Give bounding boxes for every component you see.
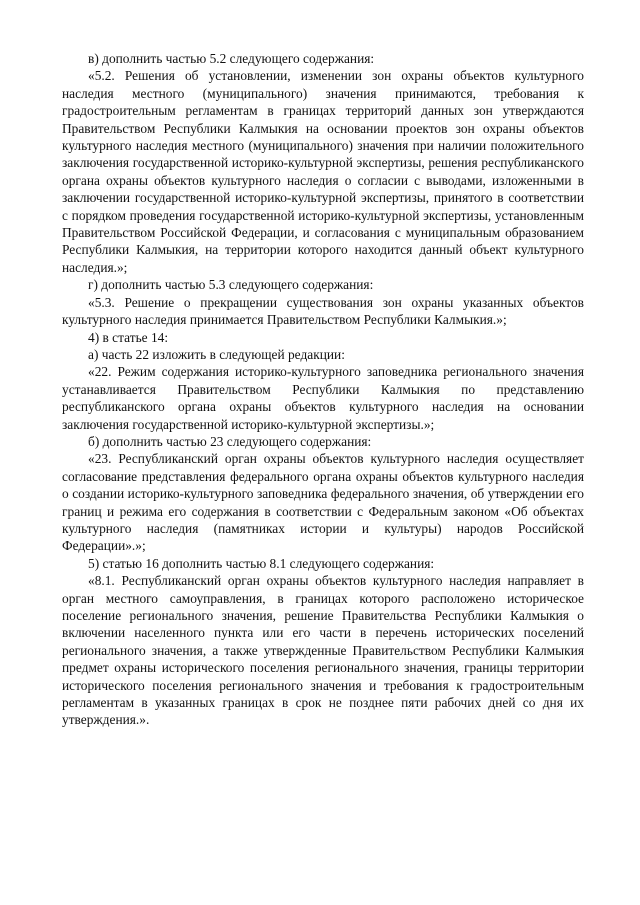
paragraph-amend-a: а) часть 22 изложить в следующей редакции: [88,346,345,362]
paragraph-amend-g: г) дополнить частью 5.3 следующего содержания: [88,277,374,293]
paragraph-part-23: «23. Республиканский орган охраны объектов культурного наследия осуществляет согласование представления федерального органа охраны объектов культурного наследия о создании историко-культурного заповедника федерального значения, об утверждении его границ и режима его содержания в соответствии с Федеральным законом «Об объектах культурного наследия (памятниках истории и культуры) народов Российской Федерации».»; [62,451,584,554]
paragraph-part-5-3: «5.3. Решение о прекращении существования зон охраны указанных объектов культурного наследия принимается Правительством Республики Калмыкия.»; [62,294,584,328]
paragraph-article-14: 4) в статье 14: [88,329,169,345]
paragraph-article-16: 5) статью 16 дополнить частью 8.1 следующего содержания: [88,555,435,571]
paragraph-amend-b: б) дополнить частью 23 следующего содержания: [88,433,372,449]
document-body [62,50,584,729]
paragraph-part-5-2: «5.2. Решения об установлении, изменении зон охраны объектов культурного наследия местного (муниципального) значения принимаются, требования к градостроительным регламентам в границах территорий данных зон утверждаются Правительством Республики Калмыкия на основании проектов зон охраны объектов культурного наследия местного (муниципального) значения при наличии положительного заключения государственной историко-культурной экспертизы, решения республиканского органа охраны объектов культурного наследия о согласии с выводами, изложенными в заключении государственной историко-культурной экспертизы, принятого в соответствии с порядком проведения государственной историко-культурной экспертизы, установленным Правительством Российской Федерации, и согласования с муниципальным образованием Республики Калмыкия, на территории которого находится данный объект культурного наследия.»; [62,68,584,275]
paragraph-amend-v: в) дополнить частью 5.2 следующего содержания: [88,51,375,66]
paragraph-part-22: «22. Режим содержания историко-культурного заповедника регионального значения устанавливается Правительством Республики Калмыкия по представлению республиканского органа охраны объектов культурного наследия на основании заключения государственной историко-культурной экспертизы.»; [62,364,584,432]
paragraph-part-8-1: «8.1. Республиканский орган охраны объектов культурного наследия направляет в орган местного самоуправления, в границах которого расположено историческое поселение регионального значения, решение Правительства Республики Калмыкия о включении населенного пункта или его части в перечень исторических поселений регионального значения, а также утвержденные Правительством Республики Калмыкия предмет охраны исторического поселения регионального значения, границы территории исторического поселения регионального значения и требования к градостроительным регламентам в указанных границах в срок не позднее пяти рабочих дней со дня их утверждения.». [62,573,584,728]
